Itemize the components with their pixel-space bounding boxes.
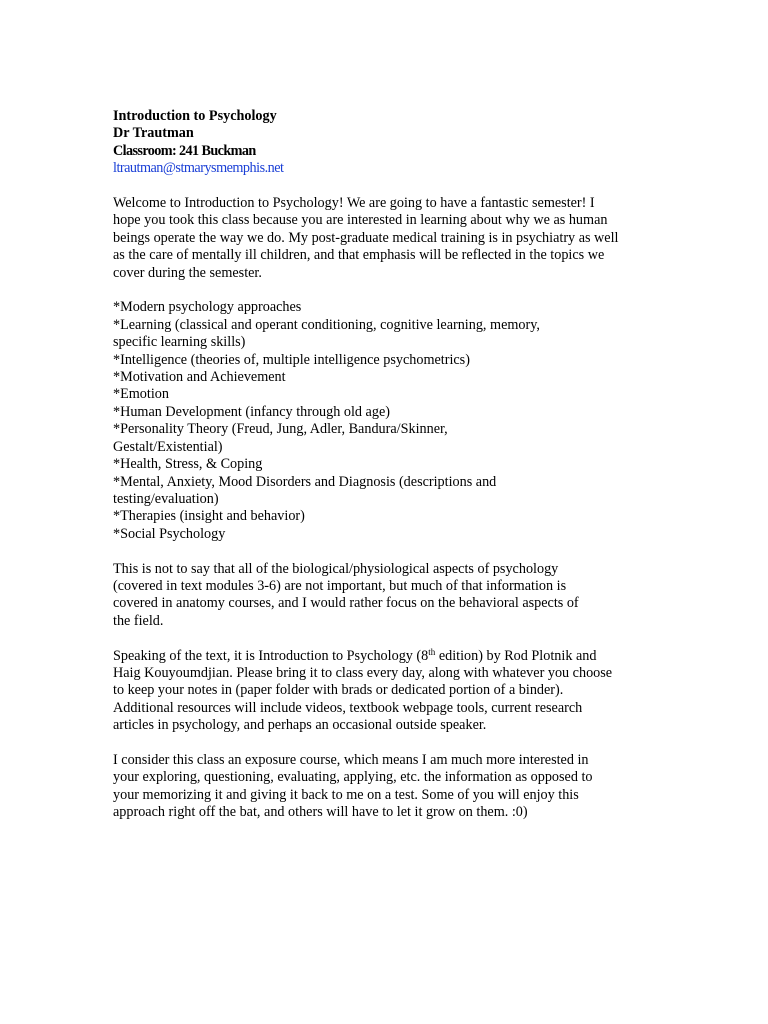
- topics-list: [113, 299, 653, 543]
- welcome-paragraph: [113, 195, 653, 282]
- document-page: [113, 108, 653, 822]
- paragraph-line: your exploring, questioning, evaluating, applying, etc. the information as opposed to: [113, 769, 593, 786]
- paragraph-line: approach right off the bat, and others will have to let it grow on them. :0): [113, 804, 528, 821]
- list-item: Gestalt/Existential): [113, 438, 223, 455]
- biology-paragraph: [113, 561, 653, 631]
- list-item: *Personality Theory (Freud, Jung, Adler, Bandura/Skinner,: [113, 421, 448, 438]
- list-item: *Motivation and Achievement: [113, 369, 286, 386]
- paragraph-line: the field.: [113, 612, 164, 629]
- text-fragment: Speaking of the text, it is Introduction to Psychology (8: [113, 647, 429, 664]
- paragraph-line: Welcome to Introduction to Psychology! We are going to have a fantastic semester! I: [113, 195, 595, 212]
- paragraph-line: (covered in text modules 3-6) are not important, but much of that information is: [113, 577, 567, 594]
- list-item: testing/evaluation): [113, 490, 219, 507]
- paragraph-line: hope you took this class because you are interested in learning about why we as human: [113, 212, 608, 229]
- paragraph-line: I consider this class an exposure course, which means I am much more interested in: [113, 751, 589, 768]
- ordinal-superscript: th: [428, 646, 436, 657]
- textbook-paragraph: [113, 648, 653, 735]
- paragraph-line: beings operate the way we do. My post-graduate medical training is in psychiatry as well: [113, 229, 619, 246]
- paragraph-line: articles in psychology, and perhaps an occasional outside speaker.: [113, 717, 487, 734]
- list-item: *Intelligence (theories of, multiple intelligence psychometrics): [113, 351, 470, 368]
- course-title: Introduction to Psychology: [113, 108, 277, 124]
- list-item: *Human Development (infancy through old age): [113, 403, 390, 420]
- list-item: *Therapies (insight and behavior): [113, 508, 305, 525]
- instructor-email-link[interactable]: ltrautman@stmarysmemphis.net: [113, 160, 284, 177]
- text-fragment: edition) by Rod Plotnik and: [435, 647, 597, 664]
- paragraph-line: cover during the semester.: [113, 264, 262, 281]
- paragraph-line: covered in anatomy courses, and I would rather focus on the behavioral aspects of: [113, 595, 579, 612]
- paragraph-line: as the care of mentally ill children, and that emphasis will be reflected in the topics we: [113, 247, 605, 264]
- list-item: *Social Psychology: [113, 525, 226, 542]
- paragraph-line: your memorizing it and giving it back to me on a test. Some of you will enjoy this: [113, 786, 579, 803]
- instructor-name: Dr Trautman: [113, 125, 194, 142]
- paragraph-line: [113, 648, 653, 665]
- list-item: *Emotion: [113, 386, 169, 403]
- paragraph-line: Haig Kouyoumdjian. Please bring it to class every day, along with whatever you choose: [113, 664, 613, 681]
- list-item: *Learning (classical and operant conditioning, cognitive learning, memory,: [113, 316, 540, 333]
- list-item: specific learning skills): [113, 334, 246, 351]
- paragraph-line: to keep your notes in (paper folder with brads or dedicated portion of a binder).: [113, 682, 564, 699]
- document-header: [113, 108, 653, 178]
- paragraph-line: This is not to say that all of the biological/physiological aspects of psychology: [113, 560, 559, 577]
- list-item: *Modern psychology approaches: [113, 299, 302, 316]
- list-item: *Health, Stress, & Coping: [113, 456, 263, 473]
- list-item: *Mental, Anxiety, Mood Disorders and Diagnosis (descriptions and: [113, 473, 497, 490]
- exposure-paragraph: [113, 752, 653, 822]
- paragraph-line: Additional resources will include videos, textbook webpage tools, current research: [113, 699, 583, 716]
- classroom-line: Classroom: 241 Buckman: [113, 142, 256, 159]
